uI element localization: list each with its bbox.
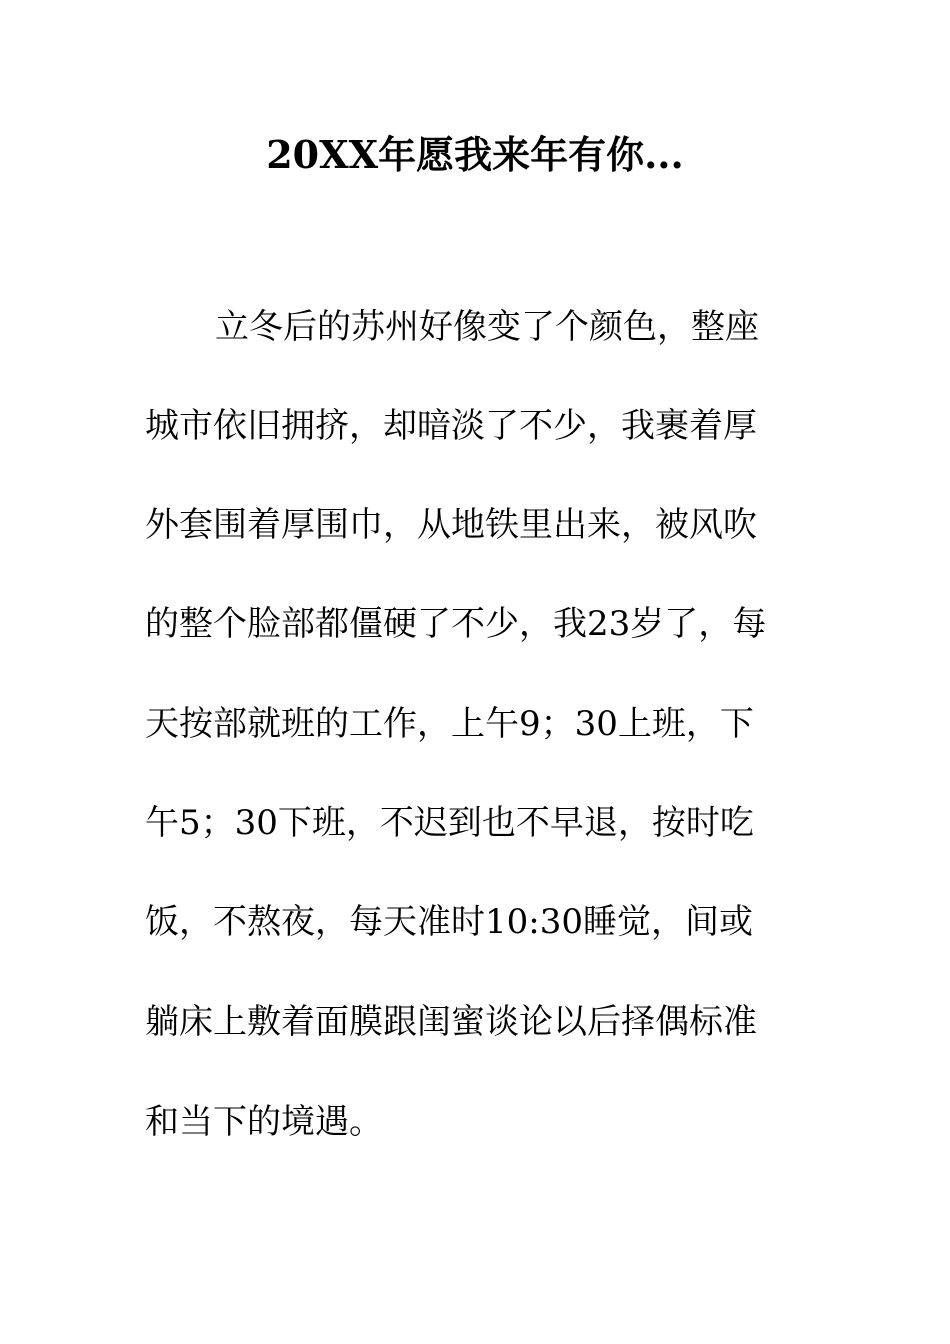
paragraph-line-5: 天按部就班的工作，上午9；30上班，下 [145, 704, 754, 744]
paragraph-line-7: 饭，不熬夜，每天准时10:30睡觉，间或 [145, 902, 753, 942]
paragraph-line-6: 午5；30下班，不迟到也不早退，按时吃 [145, 803, 754, 843]
paragraph-line-2: 城市依旧拥挤，却暗淡了不少，我裹着厚 [145, 406, 757, 446]
paragraph-line-3: 外套围着厚围巾，从地铁里出来，被风吹 [145, 505, 757, 545]
paragraph-line-9: 和当下的境遇。 [145, 1102, 383, 1142]
paragraph-line-1: 立冬后的苏州好像变了个颜色，整座 [215, 307, 759, 347]
paragraph-line-8: 躺床上敷着面膜跟闺蜜谈论以后择偶标准 [145, 1002, 757, 1042]
document-title: 20XX年愿我来年有你... [266, 132, 684, 177]
paragraph-line-4: 的整个脸部都僵硬了不少，我23岁了，每 [145, 604, 767, 644]
